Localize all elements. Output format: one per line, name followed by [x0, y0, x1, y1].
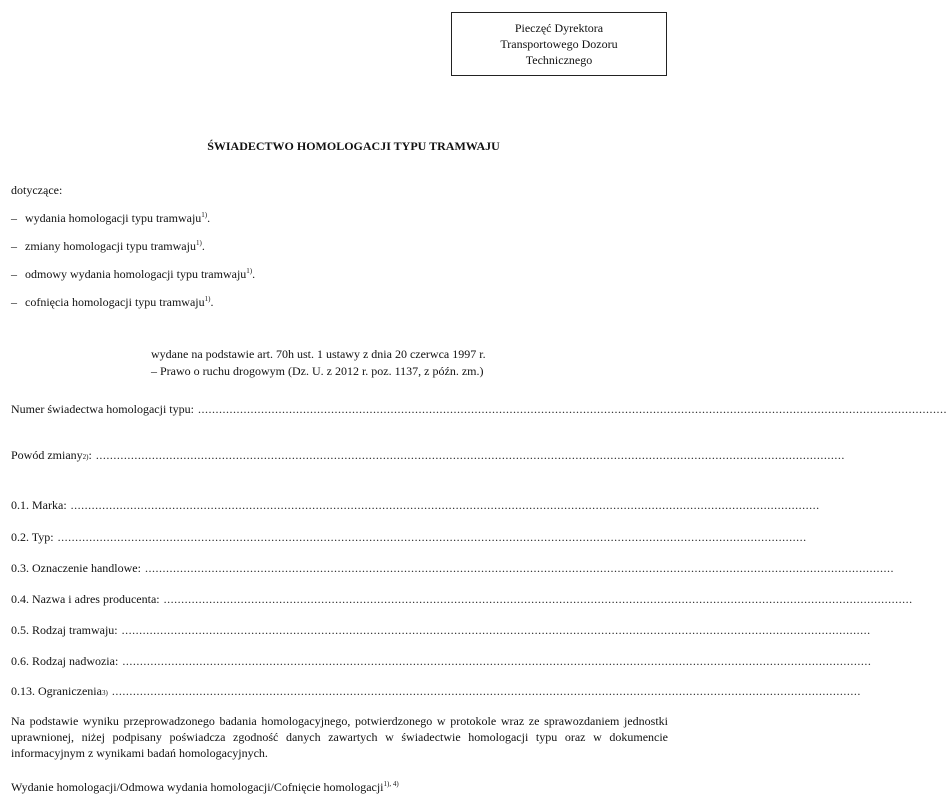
fill-in-line[interactable]: ......................................................................................................................................................................................................................	[111, 684, 861, 698]
fill-in-line[interactable]: ......................................................................................................................................................................................................................	[144, 561, 894, 575]
legal-basis	[151, 346, 486, 380]
option-text: odmowy wydania homologacji typu tramwaju	[25, 267, 247, 281]
option-text: wydania homologacji typu tramwaju	[25, 211, 202, 225]
field-type	[11, 530, 807, 545]
option-tail: .	[252, 267, 256, 281]
field-label: 0.13. Ograniczenia	[11, 684, 102, 698]
certification-statement: Na podstawie wyniku przeprowadzonego badania homologacyjnego, potwierdzonego w protokole wraz ze sprawozdaniem jednostki uprawnionej, niżej podpisany poświadcza zgodność danych zawartych w świadectwie homologacji typu oraz w dokumencie informacyjnym z wynikami badań homologacyjnych.	[11, 714, 668, 760]
option-text: cofnięcia homologacji typu tramwaju	[25, 295, 205, 309]
field-label: Powód zmiany	[11, 448, 83, 462]
stamp-line-3: Technicznego	[525, 53, 593, 67]
option-tail: .	[207, 211, 211, 225]
stamp-line-1: Pieczęć Dyrektora	[514, 21, 604, 35]
field-label: 0.1. Marka:	[11, 498, 67, 512]
field-label: 0.5. Rodzaj tramwaju:	[11, 623, 118, 637]
fill-in-line[interactable]: ......................................................................................................................................................................................................................	[57, 530, 807, 544]
intro-text: dotyczące:	[11, 183, 63, 197]
field-trade-name	[11, 561, 894, 576]
field-label-suffix: :	[88, 448, 92, 462]
option-dash: –	[11, 267, 17, 281]
stamp-line-2: Transportowego Dozoru	[500, 37, 618, 51]
option-dash: –	[11, 239, 17, 253]
fill-in-line[interactable]: ......................................................................................................................................................................................................................	[95, 448, 845, 462]
legal-basis-line-1: wydane na podstawie art. 70h ust. 1 ustawy z dnia 20 czerwca 1997 r.	[151, 347, 486, 361]
field-certificate-number	[11, 402, 947, 417]
decision-text: Wydanie homologacji/Odmowa wydania homologacji/Cofnięcie homologacji	[11, 780, 384, 794]
field-label: 0.6. Rodzaj nadwozia:	[11, 654, 119, 668]
field-tram-kind	[11, 623, 871, 638]
fill-in-line[interactable]: ......................................................................................................................................................................................................................	[197, 402, 947, 416]
document-title: ŚWIADECTWO HOMOLOGACJI TYPU TRAMWAJU	[207, 139, 500, 153]
field-restrictions: 0.13. Ograniczenia 3) ......................................................................................................................................................................................................................	[11, 684, 861, 698]
fill-in-line[interactable]: ......................................................................................................................................................................................................................	[163, 592, 913, 606]
footnote-ref: 1)	[246, 267, 253, 275]
decision-line	[11, 780, 399, 795]
footnote-ref: 1)	[204, 295, 211, 303]
option-refusal	[11, 267, 255, 282]
footnote-ref: 1)	[201, 211, 208, 219]
field-body-kind	[11, 654, 872, 669]
option-dash: –	[11, 295, 17, 309]
fill-in-line[interactable]: ......................................................................................................................................................................................................................	[70, 498, 820, 512]
field-make	[11, 498, 820, 513]
legal-basis-line-2: – Prawo o ruchu drogowym (Dz. U. z 2012 r. poz. 1137, z późn. zm.)	[151, 364, 484, 378]
option-tail: .	[201, 239, 205, 253]
footnote-ref: 1)	[195, 239, 202, 247]
field-change-reason: Powód zmiany 2) : ......................................................................................................................................................................................................................	[11, 448, 845, 462]
option-revocation	[11, 295, 213, 310]
field-label: Numer świadectwa homologacji typu:	[11, 402, 194, 416]
option-tail: .	[210, 295, 214, 309]
footnote-ref: 1), 4)	[383, 780, 399, 788]
option-text: zmiany homologacji typu tramwaju	[25, 239, 196, 253]
field-label: 0.3. Oznaczenie handlowe:	[11, 561, 141, 575]
field-label: 0.2. Typ:	[11, 530, 54, 544]
field-label: 0.4. Nazwa i adres producenta:	[11, 592, 160, 606]
fill-in-line[interactable]: ......................................................................................................................................................................................................................	[121, 623, 871, 637]
option-dash: –	[11, 211, 17, 225]
fill-in-line[interactable]: ......................................................................................................................................................................................................................	[122, 654, 872, 668]
director-stamp-box	[451, 12, 667, 76]
option-change	[11, 239, 205, 254]
field-manufacturer	[11, 592, 913, 607]
option-issue	[11, 211, 210, 226]
